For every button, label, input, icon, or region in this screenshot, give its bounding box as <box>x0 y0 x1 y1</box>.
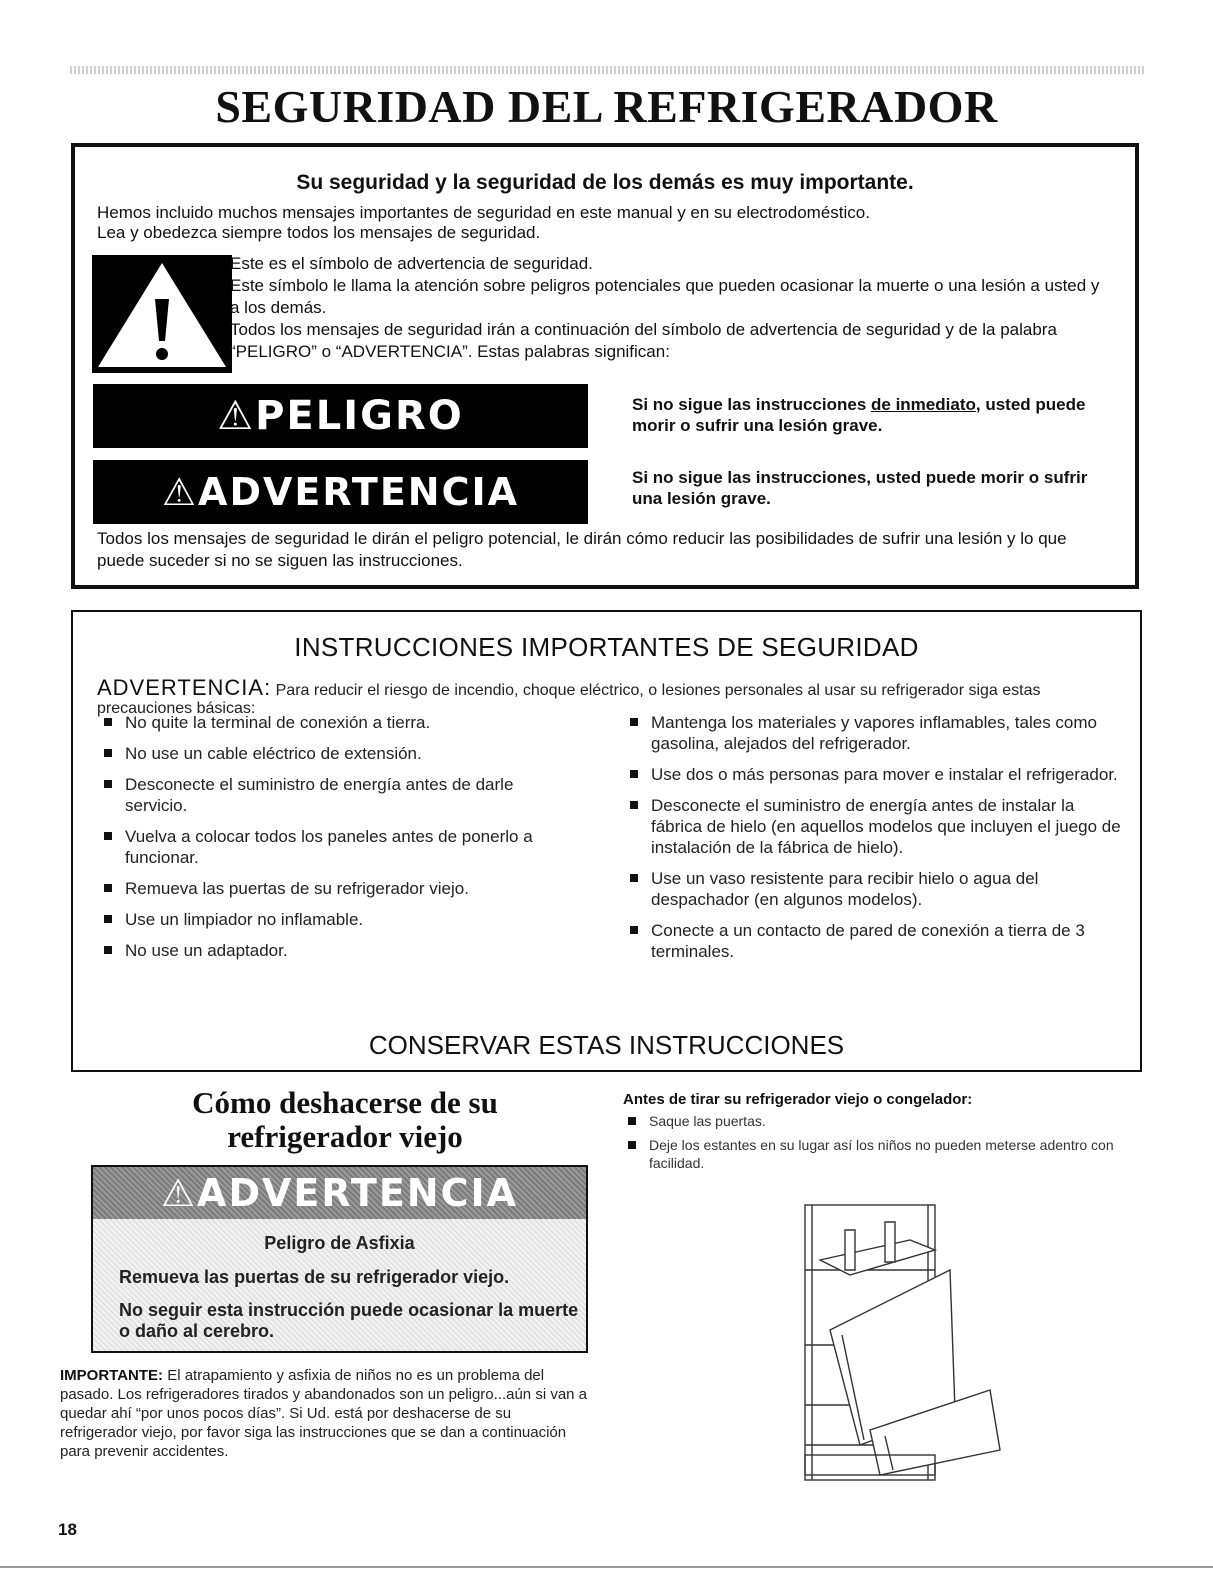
important-text: El atrapamiento y asfixia de niños no es un problema del pasado. Los refrigeradores tirados y abandonados son un peligro...aún si van a quedar ahí “por unos pocos días”. Si Ud. está por deshacerse de su refrigerador viejo, por favor siga las instrucciones que se dan a continuación para prevenir accidentes. <box>60 1367 588 1460</box>
symbol-explanation <box>230 253 1110 363</box>
list-item: Deje los estantes en su lugar así los niños no pueden meterse adentro con facilidad. <box>623 1136 1123 1172</box>
list-item: Remueva las puertas de su refrigerador viejo. <box>99 878 569 899</box>
peligro-desc-part-1: Si no sigue las instrucciones <box>632 395 872 414</box>
safety-heading: Su seguridad y la seguridad de los demás es muy importante. <box>296 171 914 194</box>
instructions-left-list <box>99 712 569 971</box>
safety-box <box>71 143 1139 589</box>
safety-intro <box>97 203 870 243</box>
safety-alert-icon <box>92 255 232 373</box>
peligro-description <box>632 394 1112 436</box>
instructions-intro-text: Para reducir el riesgo de incendio, choque eléctrico, o lesiones personales al usar su refrigerador siga estas precauciones básicas: <box>97 682 1041 717</box>
symbol-line-1: Este es el símbolo de advertencia de seguridad. <box>230 254 593 273</box>
peligro-desc-part-2: , usted puede morir o sufrir una lesión grave. <box>632 395 1086 435</box>
instructions-heading: INSTRUCCIONES IMPORTANTES DE SEGURIDAD <box>294 632 919 662</box>
important-lead: IMPORTANTE: <box>60 1367 164 1384</box>
disposal-warning-line-2: Remueva las puertas de su refrigerador viejo. <box>119 1267 510 1287</box>
disposal-warning-box <box>91 1165 588 1353</box>
page-number: 18 <box>58 1520 77 1539</box>
advertencia-signal-word: ⚠ADVERTENCIA <box>93 460 588 524</box>
advertencia-description: Si no sigue las instrucciones, usted puede morir o sufrir una lesión grave. <box>632 468 1088 508</box>
list-item: Use un limpiador no inflamable. <box>99 909 569 930</box>
peligro-signal-word: ⚠PELIGRO <box>93 384 588 448</box>
instructions-right-list <box>625 712 1125 972</box>
instructions-footer: CONSERVAR ESTAS INSTRUCCIONES <box>368 1030 845 1060</box>
before-disposal-heading: Antes de tirar su refrigerador viejo o congelador: <box>623 1091 973 1108</box>
list-item: Vuelva a colocar todos los paneles antes de ponerlo a funcionar. <box>99 826 569 868</box>
before-disposal-list <box>623 1112 1123 1178</box>
symbol-line-3: Todos los mensajes de seguridad irán a continuación del símbolo de advertencia de seguridad y de la palabra “PELIGRO” o “ADVERTENCIA”. Estas palabras significan: <box>230 320 1057 361</box>
safety-intro-line-1: Hemos incluido muchos mensajes importantes de seguridad en este manual y en su electrodoméstico. <box>97 203 870 222</box>
list-item: Use un vaso resistente para recibir hielo o agua del despachador (en algunos modelos). <box>625 868 1125 910</box>
list-item: No quite la terminal de conexión a tierra. <box>99 712 569 733</box>
list-item: Mantenga los materiales y vapores inflamables, tales como gasolina, alejados del refrigerador. <box>625 712 1125 754</box>
safety-intro-line-2: Lea y obedezca siempre todos los mensajes de seguridad. <box>97 223 541 242</box>
disposal-title: Cómo deshacerse de su refrigerador viejo <box>192 1085 498 1154</box>
bottom-rule <box>0 1566 1213 1568</box>
instructions-box <box>71 610 1142 1072</box>
important-note <box>60 1366 590 1461</box>
list-item: Conecte a un contacto de pared de conexión a tierra de 3 terminales. <box>625 920 1125 962</box>
refrigerator-without-doors-illustration <box>790 1200 1020 1490</box>
disposal-warning-line-1: Peligro de Asfixia <box>264 1233 415 1253</box>
list-item: No use un adaptador. <box>99 940 569 961</box>
page-title: SEGURIDAD DEL REFRIGERADOR <box>215 81 998 132</box>
symbol-line-2: Este símbolo le llama la atención sobre peligros potenciales que pueden ocasionar la muerte o una lesión a usted y a los demás. <box>230 276 1100 317</box>
list-item: No use un cable eléctrico de extensión. <box>99 743 569 764</box>
disposal-warning-line-3: No seguir esta instrucción puede ocasionar la muerte o daño al cerebro. <box>119 1300 579 1341</box>
list-item: Desconecte el suministro de energía antes de instalar la fábrica de hielo (en aquellos modelos que incluyen el juego de instalación de la fábrica de hielo). <box>625 795 1125 858</box>
peligro-desc-underlined: de inmediato <box>871 395 976 414</box>
instructions-intro-lead: ADVERTENCIA: <box>97 675 272 700</box>
list-item: Saque las puertas. <box>623 1112 1123 1130</box>
safety-footer: Todos los mensajes de seguridad le dirán el peligro potencial, le dirán cómo reducir las posibilidades de sufrir una lesión y lo que puede suceder si no se siguen las instrucciones. <box>97 529 1067 570</box>
list-item: Desconecte el suministro de energía antes de darle servicio. <box>99 774 569 816</box>
top-rule <box>70 66 1145 74</box>
disposal-warning-label: ⚠ADVERTENCIA <box>93 1167 586 1219</box>
list-item: Use dos o más personas para mover e instalar el refrigerador. <box>625 764 1125 785</box>
